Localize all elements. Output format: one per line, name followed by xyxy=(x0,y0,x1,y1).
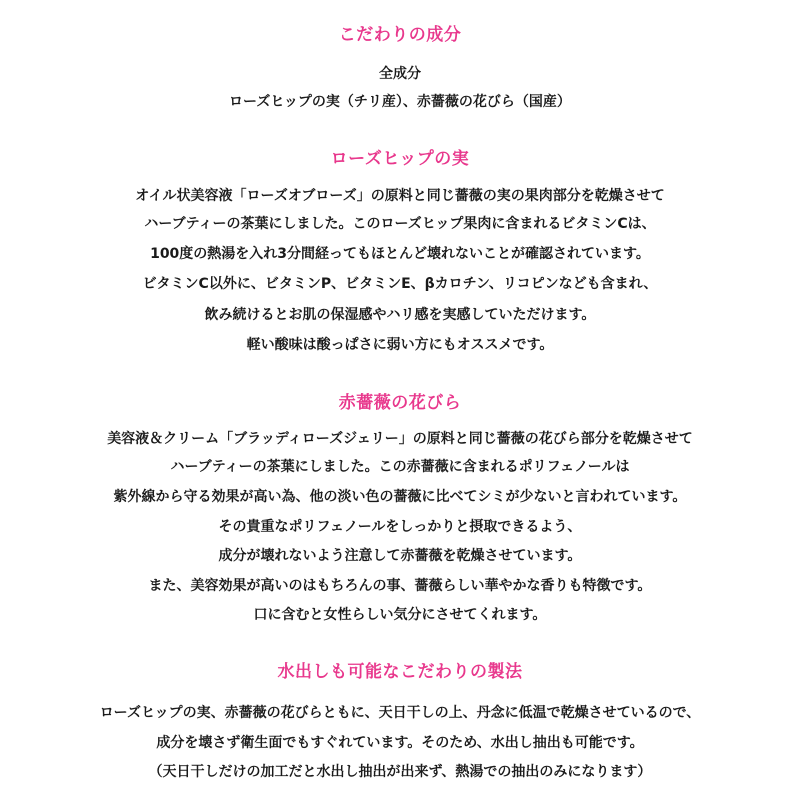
body-line: 100度の熱湯を入れ3分間経ってもほとんど壊れないことが確認されています。 xyxy=(150,246,650,262)
body-line: オイル状美容液「ローズオブローズ」の原料と同じ薔薇の実の果肉部分を乾燥させて xyxy=(135,188,665,204)
body-line: ローズヒップの実（チリ産）、赤薔薇の花びら（国産） xyxy=(229,94,571,110)
body-line: 飲み続けるとお肌の保湿感やハリ感を実感していただけます。 xyxy=(204,307,596,323)
body-line: また、美容効果が高いのはもちろんの事、薔薇らしい華やかな香りも特徴です。 xyxy=(148,578,652,594)
body-line: ハーブティーの茶葉にしました。このローズヒップ果肉に含まれるビタミンCは、 xyxy=(144,216,656,232)
body-line: （天日干しだけの加工だと水出し抽出が出来ず、熱湯での抽出のみになります） xyxy=(148,764,652,780)
body-line: ローズヒップの実、赤薔薇の花びらともに、天日干しの上、丹念に低温で乾燥させているので、 xyxy=(99,705,701,721)
section-heading-red-rose-petals: 赤薔薇の花びら xyxy=(338,393,462,413)
body-line: ビタミンC以外に、ビタミンP、ビタミンE、βカロチン、リコピンなども含まれ、 xyxy=(142,276,658,292)
section-heading-rosehip: ローズヒップの実 xyxy=(330,149,470,169)
body-line: 成分が壊れないよう注意して赤薔薇を乾燥させています。 xyxy=(218,548,582,564)
body-line: 全成分 xyxy=(379,66,421,82)
body-line: 成分を壊さず衛生面でもすぐれています。そのため、水出し抽出も可能です。 xyxy=(156,735,644,751)
body-line: 軽い酸味は酸っぱさに弱い方にもオススメです。 xyxy=(246,337,554,353)
body-line: 美容液＆クリーム「ブラッディローズジェリー」の原料と同じ薔薇の花びら部分を乾燥させて xyxy=(107,431,693,447)
body-line: 口に含むと女性らしい気分にさせてくれます。 xyxy=(253,607,547,623)
body-line: その貴重なポリフェノールをしっかりと摂取できるよう、 xyxy=(218,519,582,535)
section-heading-cold-brew-method: 水出しも可能なこだわりの製法 xyxy=(277,662,523,682)
section-heading-ingredients: こだわりの成分 xyxy=(338,25,462,45)
body-line: 紫外線から守る効果が高い為、他の淡い色の薔薇に比べてシミが少ないと言われています。 xyxy=(113,489,687,505)
body-line: ハーブティーの茶葉にしました。この赤薔薇に含まれるポリフェノールは xyxy=(170,459,630,475)
